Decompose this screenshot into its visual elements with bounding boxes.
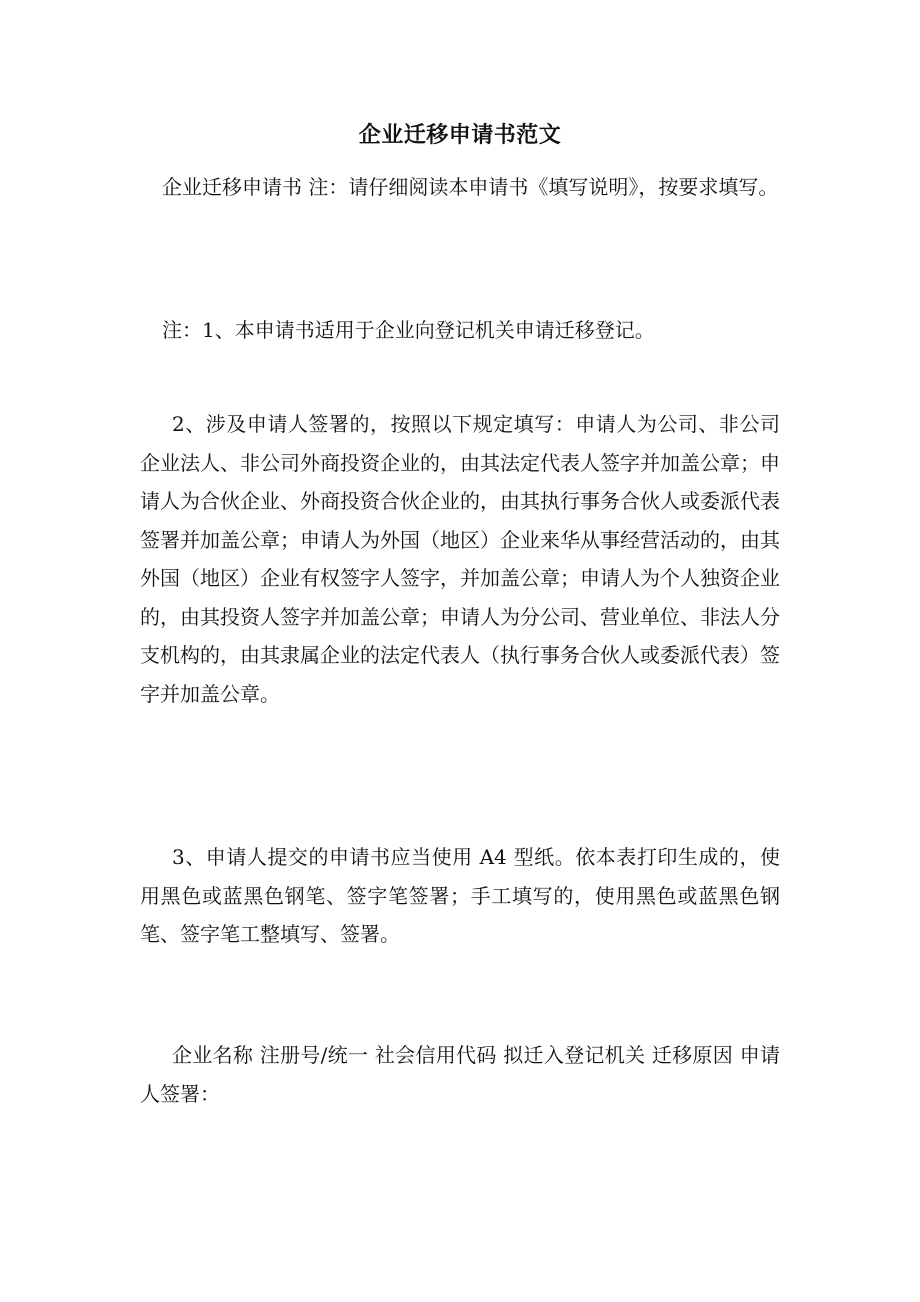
document-title: 企业迁移申请书范文	[358, 122, 562, 148]
intro-paragraph: 企业迁移申请书 注：请仔细阅读本申请书《填写说明》，按要求填写。	[162, 175, 779, 199]
note-2-paragraph: 2、涉及申请人签署的，按照以下规定填写：申请人为公司、非公司企业法人、非公司外商投资企业的，由其法定代表人签字并加盖公章；申请人为合伙企业、外商投资合伙企业的，由其执行事务合伙人或委派代表签署并加盖公章；申请人为外国（地区）企业来华从事经营活动的，由其外国（地区）企业有权签字人签字，并加盖公章；申请人为个人独资企业的，由其投资人签字并加盖公章；申请人为分公司、营业单位、非法人分支机构的，由其隶属企业的法定代表人（执行事务合伙人或委派代表）签字并加盖公章。	[140, 412, 780, 706]
note-3-paragraph: 3、申请人提交的申请书应当使用 A4 型纸。依本表打印生成的，使用黑色或蓝黑色钢笔、签字笔签署；手工填写的，使用黑色或蓝黑色钢笔、签字笔工整填写、签署。	[140, 845, 780, 946]
note-1-paragraph: 注：1、本申请书适用于企业向登记机关申请迁移登记。	[162, 318, 655, 342]
form-fields-paragraph: 企业名称 注册号/统一 社会信用代码 拟迁入登记机关 迁移原因 申请人签署：	[140, 1043, 780, 1106]
